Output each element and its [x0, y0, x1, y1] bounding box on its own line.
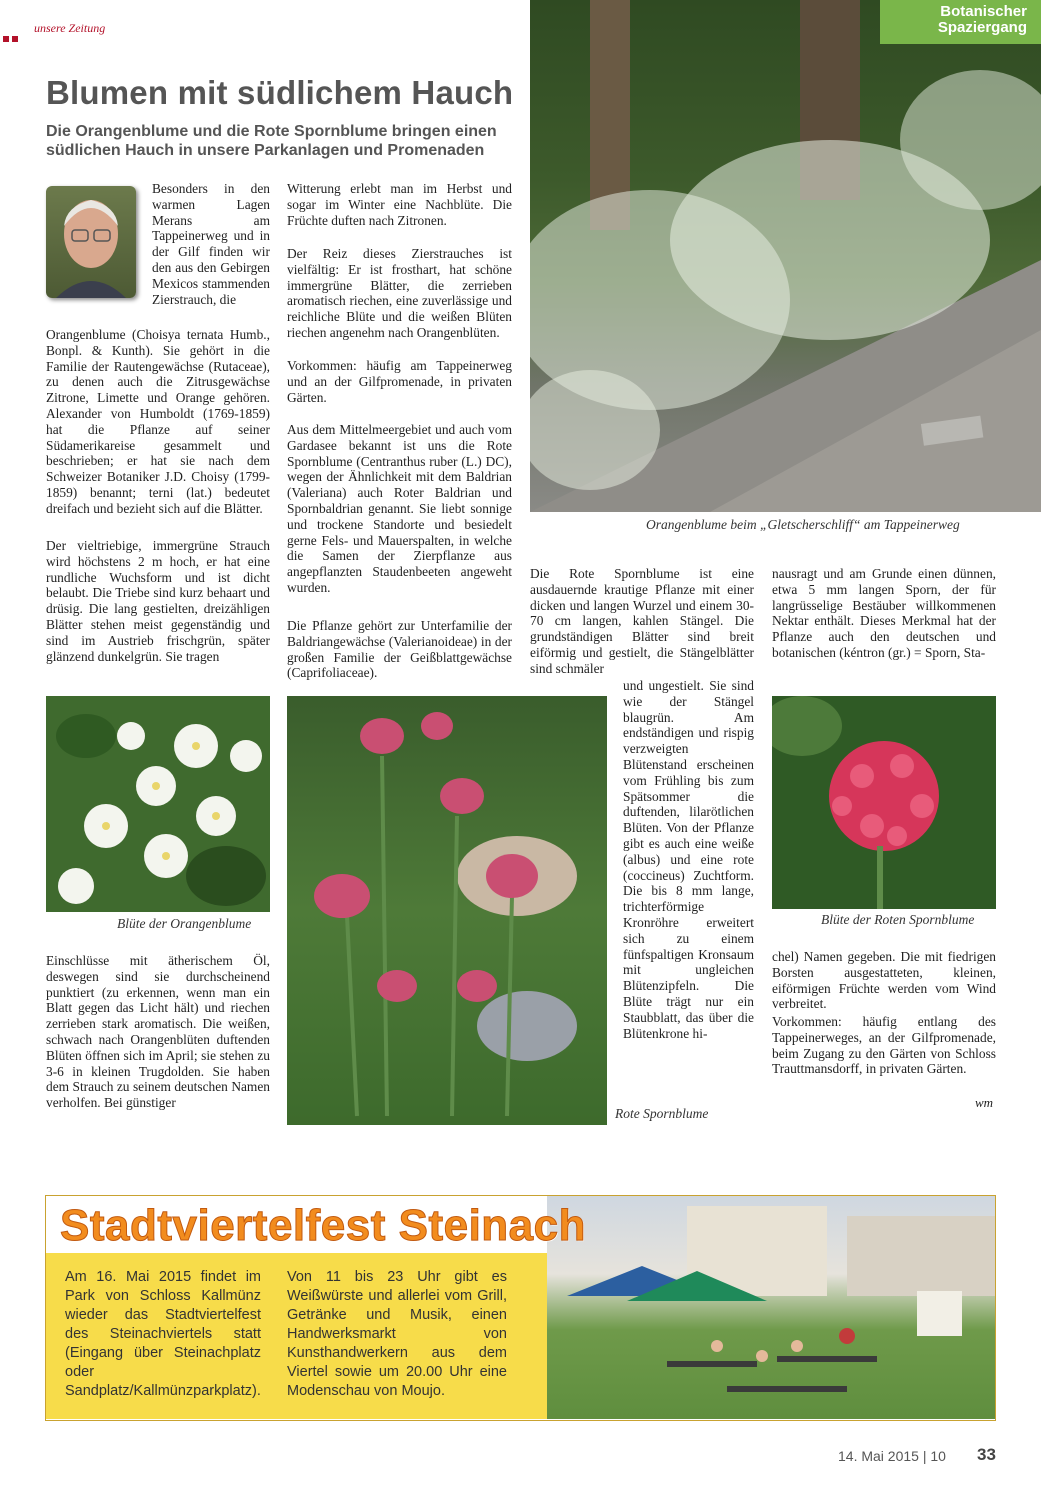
article-subtitle: Die Orangenblume und die Rote Spornblume bringen einen südlichen Hauch in unsere Parkanlagen und Promenaden [46, 123, 497, 159]
main-photo-caption: Orangenblume beim „Gletscherschliff“ am Tappeinerweg [646, 517, 960, 532]
brand-square-icon [3, 36, 9, 42]
col3-text-b: und ungestielt. Sie sind wie der Stängel blaugrün. Am endständigen und rispig verzweigten Blütenstand erscheinen vom Frühling bis zum Spätsommer die duftenden, lilarötlichen Blüten. Von der Pflanze gibt es auch eine weiße (albus) und eine rote (coccineus) Zuchtform. Die bis 8 mm lange, trichterförmige Kronröhre erweitert sich zu einem fünfspaltigen Kronsaum mit ungleichen Blütenzipfeln. Die Blüte trägt nur ein Staubblatt, das über die Blütenkrone hi- [623, 678, 754, 1041]
ad-text-right: Von 11 bis 23 Uhr gibt es Weißwürste und allerlei vom Grill, Getränke und Musik, einen Handwerksmarkt von Kunsthandwerkern aus dem Viertel sowie um 20.00 Uhr eine Modenschau von Moujo. [287, 1269, 507, 1399]
col4-text-c: Vorkommen: häufig entlang des Tappeinerweges, an der Gilfpromenade, beim Zugang zu den Gärten von Schloss Trauttmansdorff, in privaten Gärten. [772, 1014, 996, 1077]
col2-text-c: Vorkommen: häufig am Tappeinerweg und an der Gilfpromenade, in privaten Gärten. [287, 358, 512, 405]
article-title: Blumen mit südlichem Hauch [46, 74, 514, 111]
col1-text-a [46, 327, 270, 517]
photo-red-valerian-bloom [772, 696, 996, 909]
red-valerian-caption: Rote Spornblume [615, 1106, 709, 1121]
author-portrait [46, 186, 136, 298]
col1-text-bottom: Einschlüsse mit ätherischem Öl, deswegen sind sie durchscheinend punktiert (zu erkennen, wenn man ein Blatt gegen das Licht hält) und riechen zerrieben stark aromatisch. Die weißen, schwach nach Orangenblüten duftenden Blüten öffnen sich im April; sie stehen zu 3-6 in kleinen Trugdolden. Sie haben dem Strauch zu seinem deutschen Namen verholfen. Bei günstiger [46, 953, 270, 1111]
orangenblume-lead: Orangenblume (Choisya ternata Humb., Bonpl. & Kunth). Sie gehört in die Familie der Rautengewächse (Rutaceae), zu denen auch die Zitrusgewächse Zitrone, Limette und Orange gehören. Alexander von Humboldt (1769-1859) hat die Pflanze auf seiner Südamerikareise gesammelt und beschrieben; er hat sie nach dem Schweizer Botaniker J.D. Choisy (1799-1859) benannt; terni (lat.) bedeutet dreifach und bezieht sich auf die Blätter. [46, 327, 270, 516]
main-photo-orange-blossom-shrub [530, 0, 1041, 512]
author-signature: wm [975, 1095, 994, 1110]
brand-marker [3, 27, 21, 46]
ad-headline: Stadtviertelfest Steinach [60, 1201, 586, 1250]
section-tab-line1: Botanischer [940, 3, 1027, 20]
orange-blossom-caption: Blüte der Orangenblume [117, 916, 252, 931]
section-tab-line2: Spaziergang [937, 19, 1027, 36]
ad-photo-festival [547, 1196, 995, 1419]
ad-text-left: Am 16. Mai 2015 findet im Park von Schloss Kallmünz wieder das Stadtviertelfest des Steinachviertels statt (Eingang über Steinachplatz oder Sandplatz/Kallmünzparkplatz). [65, 1269, 261, 1399]
brand-square-icon [12, 36, 18, 42]
page-number: 33 [977, 1445, 996, 1464]
col3-text-a: Die Rote Spornblume ist eine ausdauernde krautige Pflanze mit einer dicken und langen Wurzel und einem 30-70 cm langen, kahlen Stängel. Die grundständigen Blätter sind breit eiförmig und gestielt, die Stängelblätter sind schmäler [530, 566, 754, 676]
red-valerian-bloom-caption: Blüte der Roten Spornblume [821, 912, 975, 927]
photo-red-valerian-plant [287, 696, 607, 1125]
footer-date-issue: 14. Mai 2015 | 10 [838, 1448, 946, 1464]
col4-text-b: chel) Namen gegeben. Die mit fiedrigen Borsten ausgestatteten, kleinen, eiförmigen Früchte werden vom Wind verbreitet. [772, 949, 996, 1012]
col1-intro: Besonders in den warmen Lagen Merans am Tappeinerweg und in der Gilf finden wir den aus den Gebirgen Mexicos stammenden Zierstrauch, die [152, 181, 270, 307]
brand-logo: unsere Zeitung [34, 21, 106, 35]
col2-text-b: Der Reiz dieses Zierstrauches ist vielfältig: Er ist frosthart, hat schöne immergrüne Blätter, die zerrieben aromatisch riechen, eine zuverlässige und reichliche Blüte und die weißen Blüten riechen angenehm nach Orangenblüten. [287, 246, 512, 340]
col2-text-a: Witterung erlebt man im Herbst und sogar im Winter eine Nachblüte. Die Früchte duften nach Zitronen. [287, 181, 512, 228]
photo-orange-blossom-closeup [46, 696, 270, 912]
col4-text-a: nausragt und am Grunde einen dünnen, etwa 5 mm langen Sporn, der für langrüsselige Bestäuber willkommenen Nektar enthält. Dieses Merkmal hat der Pflanze auch den deutschen und botanischen (kéntron (gr.) = Sporn, Sta- [772, 566, 996, 660]
col2-text-d: Aus dem Mittelmeergebiet und auch vom Gardasee bekannt ist uns die Rote Spornblume (Centranthus ruber (L.) DC), wegen der Ähnlichkeit mit dem Baldrian (Valeriana) auch Roter Baldrian und Spornbaldrian genannt. Sie liebt sonnige und trockene Standorte und besiedelt gerne Fels- und Mauerspalten, in welche die Samen der Zierpflanze aus angepflanzten Staudenbeeten angeweht wurden. [287, 422, 512, 595]
event-ad-box [45, 1195, 996, 1421]
col2-text-e: Die Pflanze gehört zur Unterfamilie der Baldriangewächse (Valerianoideae) in der großen Familie der Geißblattgewächse (Caprifoliaceae). [287, 618, 512, 681]
section-tab [880, 0, 1041, 44]
col1-text-b: Der vieltriebige, immergrüne Strauch wird höchstens 2 m hoch, er hat eine rundliche Wuchsform und ist dicht belaubt. Die Triebe sind kurz behaart und drüsig. Die lang gestielten, dreizähligen Blätter stehen meist gegenständig und sind im Austrieb frischgrün, später glänzend dunkelgrün. Sie tragen [46, 538, 270, 664]
